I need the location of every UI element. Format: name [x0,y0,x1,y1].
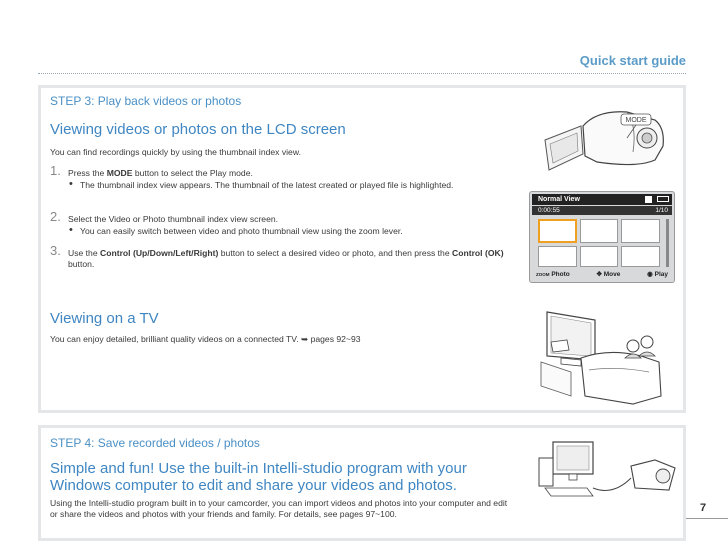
lcd-title: Normal View [538,196,580,203]
lcd-thumbnail-screen [529,191,675,283]
mode-keyword: MODE [106,168,133,178]
tv-text: You can enjoy detailed, brilliant quality videos on a connected TV. ➥ pages 92~93 [50,334,361,344]
mode-button-label: MODE [625,117,647,124]
lcd-move-label: ✥ Move [596,271,621,278]
header-rule [38,73,686,74]
thumbnail[interactable] [580,246,619,268]
step3-intro: You can find recordings quickly by using the thumbnail index view. [50,147,301,157]
tv-title: Viewing on a TV [50,310,159,327]
step-text: Press the MODE button to select the Play mode. [68,168,253,178]
computer-connection-illustration [531,438,681,508]
lcd-scrollbar [666,219,669,267]
step3-panel [38,85,686,413]
step-bullet: • The thumbnail index view appears. The thumbnail of the latest created or played file is highlighted. [68,180,508,191]
thumbnail[interactable] [621,246,660,268]
thumbnail[interactable] [580,219,619,243]
thumbnail-grid [538,219,660,267]
step4-text: Using the Intelli-studio program built in to your camcorder, you can import videos and photos into your computer and edit or share the videos and photos with your friends and family. For details, see pages 97~100. [50,498,508,519]
lcd-bottom-bar [532,270,672,280]
lcd-zoom-label: ZOOM Photo [536,271,570,278]
tv-viewing-illustration [537,300,667,408]
lcd-play-label: ◉ Play [647,271,668,278]
page-number: 7 [700,502,707,514]
header-title: Quick start guide [579,53,686,68]
step-number: 2. [50,209,61,224]
lcd-counter: 1/10 [655,207,668,214]
lcd-time: 0:00:55 [538,207,560,214]
step3-title: Viewing videos or photos on the LCD screen [50,121,346,138]
thumbnail-selected[interactable] [538,219,577,243]
card-icon [645,196,652,203]
step4-title-line1: Simple and fun! Use the built-in Intelli-studio program with your [50,460,467,477]
step-number: 1. [50,163,61,178]
step4-label: STEP 4: Save recorded videos / photos [50,436,260,450]
thumbnail[interactable] [538,246,577,268]
thumbnail[interactable] [621,219,660,243]
step3-label: STEP 3: Play back videos or photos [50,94,242,108]
step-text: Select the Video or Photo thumbnail index view screen. [68,214,279,224]
step4-panel [38,425,686,541]
camcorder-illustration [537,102,667,174]
step4-title-line2: Windows computer to edit and share your videos and photos. [50,477,457,494]
lcd-info-bar [532,206,672,215]
battery-icon [657,196,669,202]
step-text: Use the Control (Up/Down/Left/Right) button to select a desired video or photo, and then press the Control (OK) button. [68,248,504,269]
step-number: 3. [50,243,61,258]
step-bullet: • You can easily switch between video and photo thumbnail view using the zoom lever. [68,226,508,237]
page-number-rule [686,518,728,519]
lcd-title-bar [532,194,672,205]
